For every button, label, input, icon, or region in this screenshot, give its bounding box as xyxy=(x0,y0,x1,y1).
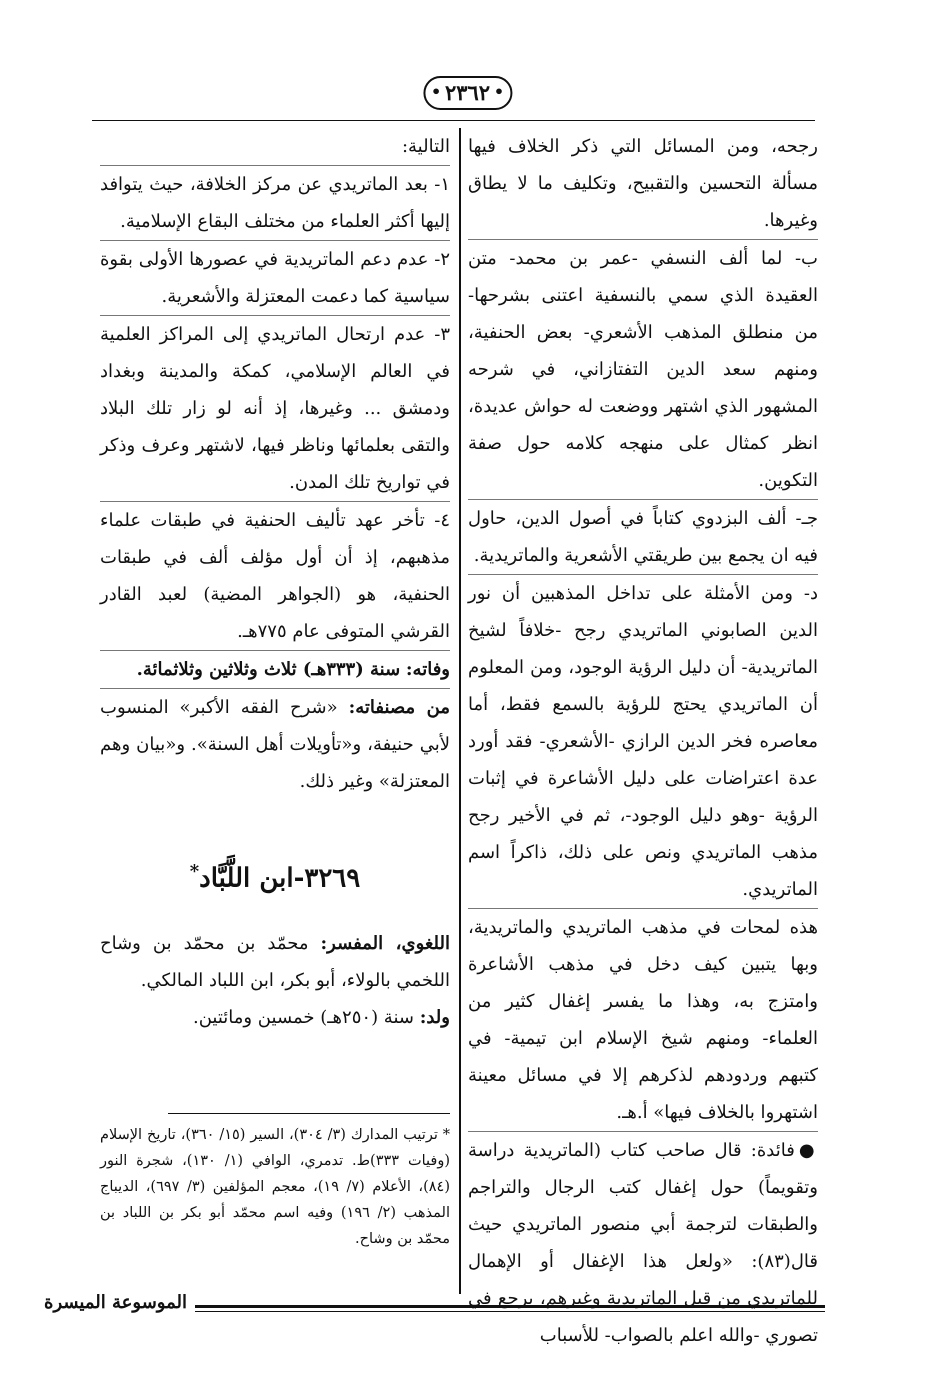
footer-rule-thin xyxy=(195,1311,825,1312)
page-number: • ٢٣٦٢ • xyxy=(423,76,512,110)
top-divider xyxy=(92,120,815,121)
born-line xyxy=(100,999,450,1036)
right-paragraph-continuation: رجحه، ومن المسائل التي ذكر الخلاف فيها مسألة التحسين والتقبيح، وتكليف ما لا يطاق وغيرها. xyxy=(468,136,818,231)
benefit-text: فائدة: قال صاحب كتاب (الماتريدية دراسة وتقويماً) حول إغفال كتب الرجال والتراجم والطبقات لترجمة أبي منصور الماتريدي حيث قال(٨٣): «ولعل هذا الإغفال أو الإهمال للماتريدي من قبل الماتريدية وغيرهم، يرجع في تصوري -والله اعلم بالصواب- للأسباب xyxy=(468,1140,818,1346)
works-label: من مصنفاته: xyxy=(348,697,450,718)
born-text: سنة (٢٥٠هـ) خمسين ومائتين. xyxy=(192,1006,414,1028)
works-line xyxy=(100,688,450,800)
entry-title: ٣٢٦٩-ابن اللَّبَّاد xyxy=(199,863,361,894)
entry-bio xyxy=(100,925,450,1036)
footnote-text: ترتيب المدارك (٣/ ٣٠٤)، السير (١٥/ ٣٦٠)، تاريخ الإسلام (وفيات ٣٣٣)ط. تدمري، الوافي (١/ ١٣٠)، شجرة النور (٨٤)، الأعلام (٧/ ١٩)، معجم المؤلفين (٣/ ٦٩٧)، الديباج المذهب (٢/ ١٩٦) وفيه اسم محمّد أبو بكر بن اللباد بن محمّد بن وشاح. xyxy=(100,1127,450,1247)
reason-1: ١- بعد الماتريدي عن مركز الخلافة، حيث يتوافد إليها أكثر العلماء من مختلف البقاع الإسلامية. xyxy=(100,165,450,240)
footnote xyxy=(100,1122,450,1252)
column-divider xyxy=(459,128,461,1294)
left-column xyxy=(100,128,450,1036)
right-paragraph-summary: هذه لمحات في مذهب الماتريدي والماتريدية، وبها يتبين كيف دخل في مذهب الأشاعرة وامتزج به، وهذا ما يفسر إغفال كثير من العلماء- ومنهم شيخ الإسلام ابن تيمية- في كتبهم وردودهم لذكرهم إلا في مسائل معينة اشتهروا بالخلاف فيها» أ.هـ. xyxy=(468,908,818,1131)
death-text: سنة (٣٣٣هـ) ثلاث وثلاثين وثلاثمائة. xyxy=(136,659,401,680)
reason-3: ٣- عدم ارتحال الماتريدي إلى المراكز العلمية في العالم الإسلامي، كمكة والمدينة وبغداد ودمشق ... وغيرها، إذ أنه لو زار تلك البلاد والتقى بعلمائها وناظر فيها، لاشتهر وعرف وذكر في تواريخ تلك المدن. xyxy=(100,315,450,501)
reasons-intro: التالية: xyxy=(401,136,450,157)
death-line xyxy=(100,650,450,688)
footer-rule-thick xyxy=(195,1305,825,1308)
footer-title: الموسوعة الميسرة xyxy=(44,1292,187,1313)
right-paragraph-b: ب- لما ألف النسفي -عمر بن محمد- متن العقيدة الذي سمي بالنسفية اعتنى بشرحها- من منطلق المذهب الأشعري- بعض الحنفية، ومنهم سعد الدين التفتازاني، في شرحه المشهور الذي اشتهر ووضعت له حواش عديدة، انظر كمثال على منهجه كلامه حول صفة التكوين. xyxy=(468,239,818,499)
bio-label: اللغوي، المفسر: xyxy=(320,932,450,954)
bullet-icon: ● xyxy=(798,1140,818,1161)
born-label: ولد: xyxy=(419,1006,450,1028)
right-paragraph-d: د- ومن الأمثلة على تداخل المذهبين أن نور الدين الصابوني الماتريدي رجح -خلافاً لشيخ الماتريدية- أن دليل الرؤية الوجود، ومن المعلوم أن الماتريدي يحتج للرؤية بالسمع فقط، أما معاصره فخر الدين الرازي -الأشعري- فقد أورد عدة اعتراضات على دليل الأشاعرة في إثبات الرؤية -وهو دليل الوجود-، ثم في الأخير رجح مذهب الماتريدي ونص على ذلك، ذاكراً اسم الماتريدي. xyxy=(468,574,818,908)
footnote-star-icon: * xyxy=(189,861,200,882)
entry-heading xyxy=(100,852,450,899)
reason-4: ٤- تأخر عهد تأليف الحنفية في طبقات علماء مذهبهم، إذ أن أول مؤلف ألف في طبقات الحنفية، هو (الجواهر المضية) لعبد القادر القرشي المتوفى عام ٧٧٥هـ. xyxy=(100,501,450,650)
works-text: «شرح الفقه الأكبر» المنسوب لأبي حنيفة، و«تأويلات أهل السنة». و«بيان وهم المعتزلة» وغير ذلك. xyxy=(100,697,450,792)
bio-line xyxy=(100,925,450,999)
footnote-divider xyxy=(168,1113,450,1114)
reason-2: ٢- عدم دعم الماتريدية في عصورها الأولى بقوة سياسية كما دعمت المعتزلة والأشعرية. xyxy=(100,240,450,315)
death-label: وفاته: xyxy=(405,659,450,680)
footnote-mark: * xyxy=(442,1127,451,1143)
right-paragraph-j: جـ- ألف البزدوي كتاباً في أصول الدين، حاول فيه ان يجمع بين طريقتي الأشعرية والماتريدية. xyxy=(468,499,818,574)
right-column xyxy=(468,128,818,1354)
right-paragraph-benefit xyxy=(468,1131,818,1354)
bio-text: محمّد بن محمّد بن وشاح اللخمي بالولاء، أبو بكر، ابن اللباد المالكي. xyxy=(100,932,450,991)
